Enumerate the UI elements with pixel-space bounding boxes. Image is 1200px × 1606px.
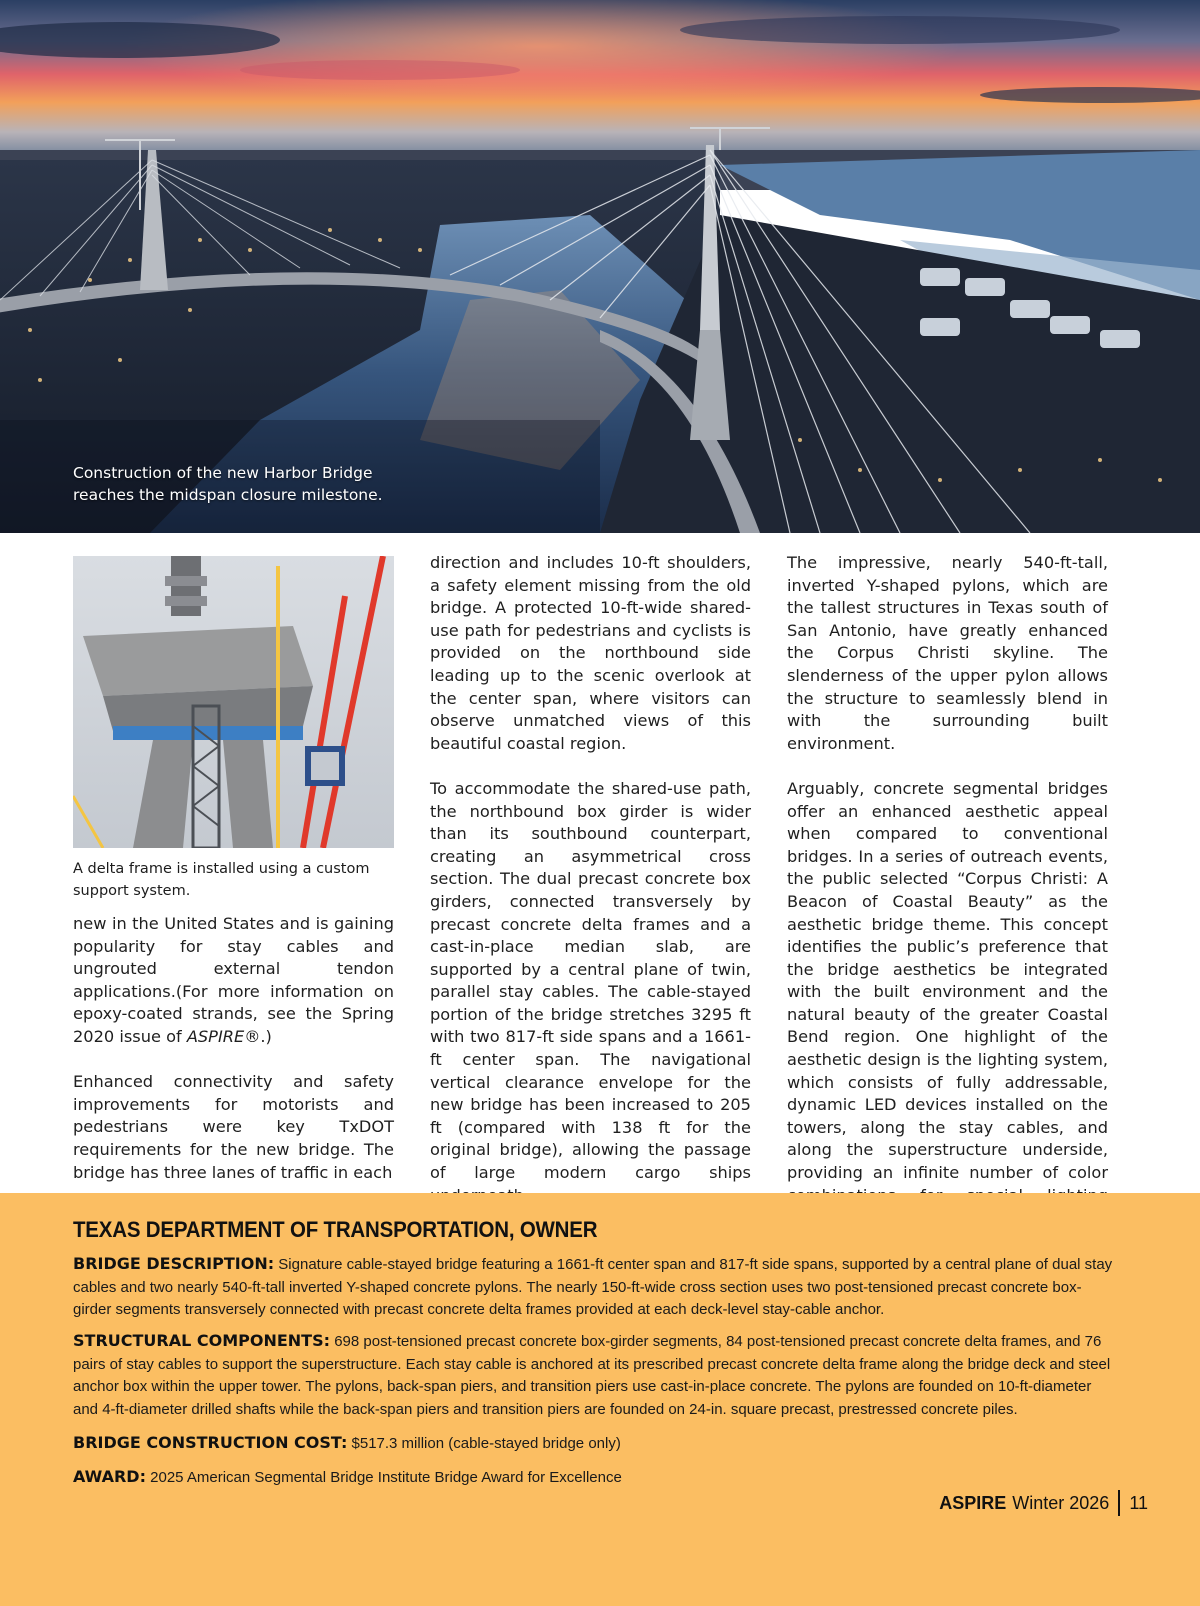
- info-label: STRUCTURAL COMPONENTS:: [73, 1331, 331, 1350]
- delta-frame-photo: [73, 556, 394, 848]
- delta-frame-illustration: [73, 556, 394, 848]
- structural-components: [73, 1330, 1113, 1421]
- footer-divider: [1118, 1490, 1120, 1516]
- magazine-name: ASPIRE: [186, 1026, 245, 1046]
- hero-caption: Construction of the new Harbor Bridge reaches the midspan closure milestone.: [73, 464, 383, 504]
- info-value: 2025 American Segmental Bridge Institute Bridge Award for Excellence: [150, 1469, 622, 1486]
- column-3: [787, 552, 1108, 1230]
- paragraph: Arguably, concrete segmental bridges offer an enhanced aesthetic appeal when compared to conventional bridges. In a series of outreach events, the public selected “Corpus Christi: A Beacon of Coastal Beauty” as the aesthetic bridge theme. This concept identifies the public’s preference that the bridge aesthetics be integrated with the built environment and the natural beauty of the greater Coastal Bend region. One highlight of the aesthetic design is the lighting system, which consists of fully addressable, dynamic LED devices installed on the towers, along the stay cables, and along the superstructure underside, providing an infinite number of color: [787, 778, 1108, 1183]
- info-label: BRIDGE CONSTRUCTION COST:: [73, 1433, 348, 1452]
- project-info-box: [0, 1193, 1200, 1606]
- paragraph: To accommodate the shared-use path, the northbound box girder is wider than its southbound counterpart, creating an asymmetrical cross section. The dual precast concrete box girders, connected transversely by precast concrete delta frames and a cast-in-place median slab, are supported by a central plane of twin, parallel stay cables. The cable-stayed portion of the bridge stretches 3295 ft with two 817-ft side spans and a 1661-ft center span. The navigational vertical clearance envelope for the new bridge has been increased to 205 ft (compared with 138 ft for the original bridge), allowing the passage of large modern cargo ships: [430, 778, 751, 1183]
- info-label: AWARD:: [73, 1467, 146, 1486]
- paragraph: Enhanced connectivity and safety improvements for motorists and pedestrians were key TxDOT requirements for the new bridge. The bridge has three lanes of traffic in each: [73, 1072, 394, 1182]
- column-1: [73, 913, 394, 1184]
- magazine-title: ASPIRE: [939, 1492, 1007, 1513]
- bridge-description: [73, 1253, 1113, 1322]
- delta-photo-caption: A delta frame is installed using a custom support system.: [73, 861, 370, 899]
- paragraph: direction and includes 10-ft shoulders, a safety element missing from the old bridge. A protected 10-ft-wide shared-use path for pedestrians and cyclists is provided on the northbound side leading up to the scenic overlook at the center span, where visitors can observe unmatched views of this beautiful coastal region.: [430, 553, 751, 753]
- construction-cost: [73, 1432, 1113, 1456]
- paragraph: new in the United States and is gaining popularity for stay cables and ungrouted external tendon applications.(For more information on epoxy-coated strands, see the Spring 2020 issue of ASPIRE®.): [73, 914, 394, 1046]
- issue-label: Winter 2026: [1012, 1492, 1110, 1513]
- info-value: 698 post-tensioned precast concrete box-girder segments, 84 post-tensioned precast concrete delta frames, and 76 pairs of stay cables to support the superstructure. Each stay cable is anchored at its prescribed precast concrete delta frame along the bridge deck and steel anchor box within the upper tower. The pylons, back-span piers, and transition piers use cast-in-place concrete. The pylons are founded on 10-ft-diameter and 4-ft-diameter drilled shafts while the back-span piers and transition piers are founded on 24-in. square precast, prestressed concrete piles.: [73, 1333, 1111, 1418]
- column-2: [430, 552, 751, 1207]
- info-value: Signature cable-stayed bridge featuring a 1661-ft center span and 817-ft side spans, supported by a central plane of dual stay cables and two nearly 540-ft-tall inverted Y-shaped concrete pylons. The nearly 150-ft-wide cross section uses two post-tensioned precast concrete box-girder segments transversely connected with precast concrete delta frames provided at each deck-level stay-cable anchor.: [73, 1256, 1113, 1318]
- info-box-title: TEXAS DEPARTMENT OF TRANSPORTATION, OWNER: [73, 1217, 598, 1242]
- bridge-night-illustration: [0, 0, 1200, 533]
- page-number: 11: [1129, 1492, 1148, 1513]
- award: [73, 1466, 1113, 1490]
- hero-photo: [0, 0, 1200, 533]
- paragraph: The impressive, nearly 540-ft-tall, inverted Y-shaped pylons, which are the tallest structures in Texas south of San Antonio, have greatly enhanced the Corpus Christi skyline. The slenderness of the upper pylon allows the structure to seamlessly blend in with the surrounding built environment.: [787, 553, 1108, 753]
- page-footer: [939, 1490, 1148, 1516]
- info-label: BRIDGE DESCRIPTION:: [73, 1254, 275, 1273]
- info-value: $517.3 million (cable-stayed bridge only): [351, 1435, 621, 1452]
